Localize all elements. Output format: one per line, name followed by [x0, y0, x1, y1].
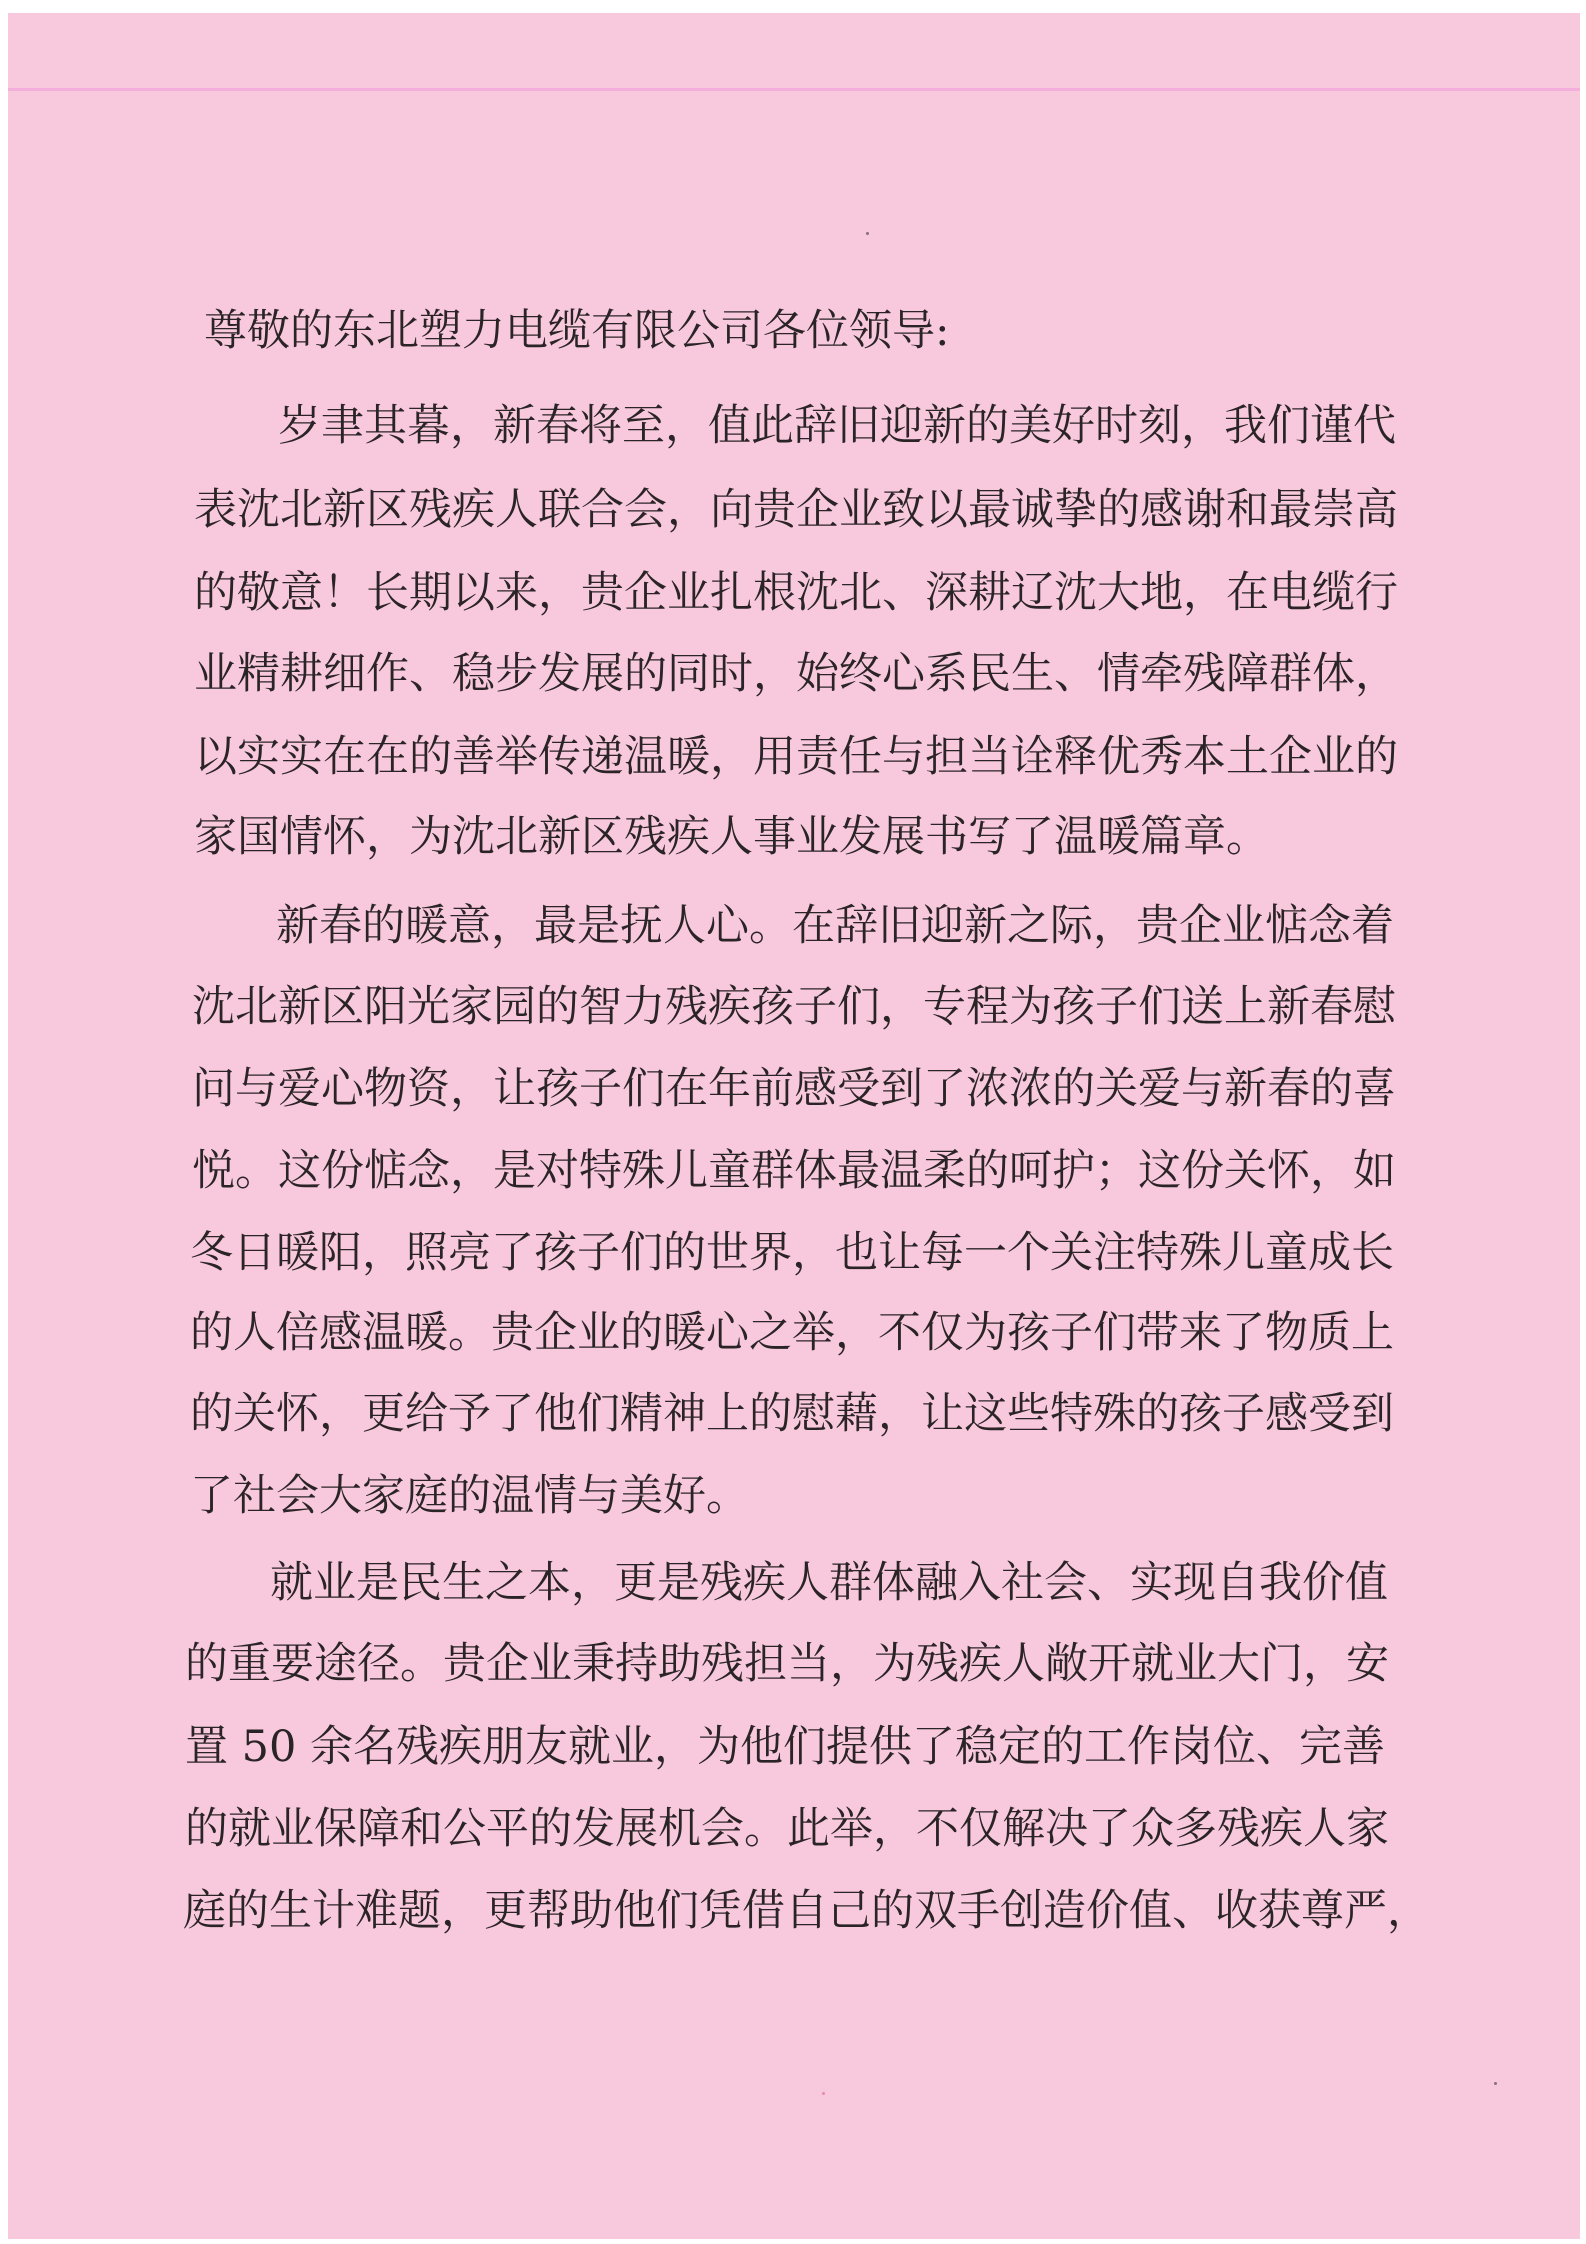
paragraph-line: 庭的生计难题，更帮助他们凭借自己的双手创造价值、收获尊严，	[183, 1886, 1430, 1936]
paragraph-line: 家国情怀，为沈北新区残疾人事业发展书写了温暖篇章。	[194, 812, 1269, 862]
paragraph-line: 新春的暖意，最是抚人心。在辞旧迎新之际，贵企业惦念着	[276, 901, 1394, 951]
paragraph-line: 置 50 余名残疾朋友就业，为他们提供了稳定的工作岗位、完善	[185, 1722, 1386, 1772]
paragraph-line: 的人倍感温暖。贵企业的暖心之举，不仅为孩子们带来了物质上	[190, 1308, 1394, 1358]
paragraph-line: 的关怀，更给予了他们精神上的慰藉，让这些特殊的孩子感受到	[190, 1389, 1394, 1439]
paragraph-line: 表沈北新区残疾人联合会，向贵企业致以最诚挚的感谢和最崇高	[194, 485, 1398, 535]
paragraph-line: 悦。这份惦念，是对特殊儿童群体最温柔的呵护；这份关怀，如	[192, 1146, 1396, 1196]
paragraph-line: 以实实在在的善举传递温暖，用责任与担当诠释优秀本土企业的	[194, 732, 1398, 782]
paragraph-line: 了社会大家庭的温情与美好。	[190, 1471, 749, 1521]
paragraph-line: 沈北新区阳光家园的智力残疾孩子们，专程为孩子们送上新春慰	[192, 982, 1396, 1032]
paragraph-line: 的就业保障和公平的发展机会。此举，不仅解决了众多残疾人家	[185, 1804, 1389, 1854]
paragraph-line: 岁聿其暮，新春将至，值此辞旧迎新的美好时刻，我们谨代	[278, 401, 1396, 451]
paragraph-line: 的重要途径。贵企业秉持助残担当，为残疾人敞开就业大门，安	[185, 1639, 1389, 1689]
paragraph-line: 就业是民生之本，更是残疾人群体融入社会、实现自我价值	[270, 1558, 1388, 1608]
header-rule	[8, 88, 1580, 91]
scan-speck	[866, 232, 869, 235]
paragraph-line: 问与爱心物资，让孩子们在年前感受到了浓浓的关爱与新春的喜	[192, 1064, 1396, 1114]
scan-speck	[822, 2092, 825, 2095]
scan-speck	[1494, 2082, 1497, 2085]
letter-greeting: 尊敬的东北塑力电缆有限公司各位领导:	[204, 306, 950, 356]
paragraph-line: 业精耕细作、稳步发展的同时，始终心系民生、情牵残障群体，	[194, 649, 1398, 699]
paragraph-line: 冬日暖阳，照亮了孩子们的世界，也让每一个关注特殊儿童成长	[190, 1228, 1394, 1278]
paragraph-line: 的敬意！长期以来，贵企业扎根沈北、深耕辽沈大地，在电缆行	[194, 568, 1398, 618]
